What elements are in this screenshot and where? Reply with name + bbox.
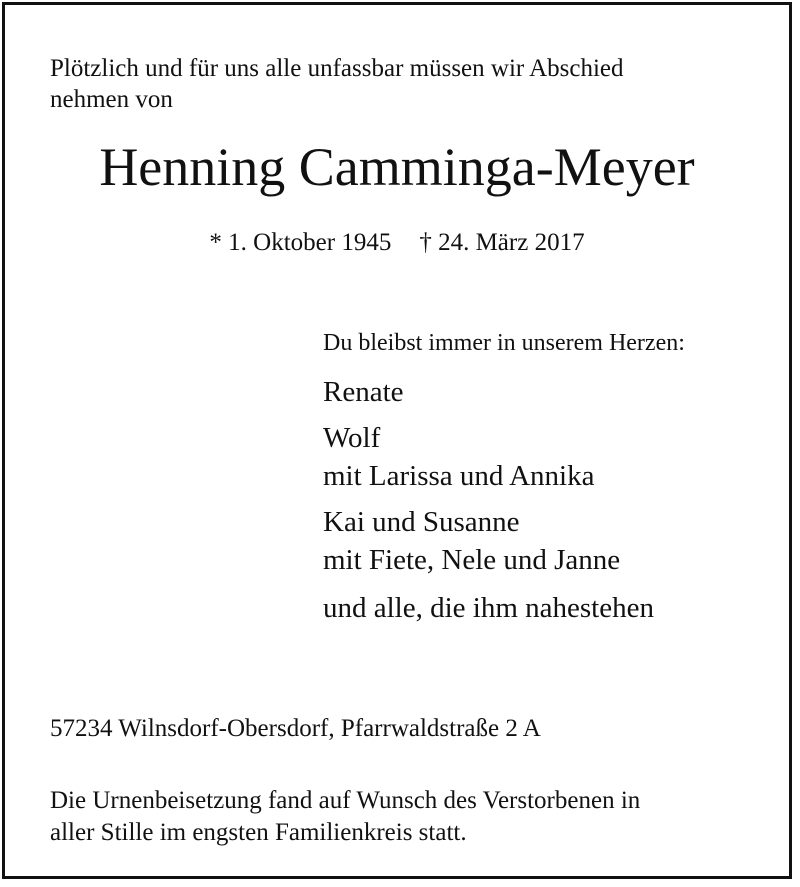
birth-date: * 1. Oktober 1945 [209,229,392,256]
mourner-line: und alle, die ihm nahestehen [323,592,654,624]
mourners-block [323,327,783,627]
mourner-group [323,419,783,495]
intro-line-1: Plötzlich und für uns alle unfassbar müssen wir Abschied [50,55,624,82]
life-dates [5,227,789,259]
address: 57234 Wilnsdorf-Obersdorf, Pfarrwaldstraße 2 A [50,715,541,742]
mourner-line: Wolf [323,422,381,454]
mourner-group [323,503,783,579]
mourner-group [323,589,783,627]
intro-text [50,53,750,115]
obituary-notice [2,2,792,879]
closing-text [50,785,770,849]
closing-line-1: Die Urnenbeisetzung fand auf Wunsch des Verstorbenen in [50,787,641,814]
mourner-line: Renate [323,376,404,408]
intro-line-2: nehmen von [50,86,173,113]
death-date: † 24. März 2017 [419,229,585,256]
mourner-line: mit Fiete, Nele und Janne [323,544,621,576]
closing-line-2: aller Stille im engsten Familienkreis statt. [50,819,467,846]
deceased-name: Henning Camminga-Meyer [99,137,695,197]
mourner-line: mit Larissa und Annika [323,460,595,492]
mourner-line: Kai und Susanne [323,506,520,538]
mourner-group [323,373,783,411]
mourners-lead: Du bleibst immer in unserem Herzen: [323,330,685,356]
